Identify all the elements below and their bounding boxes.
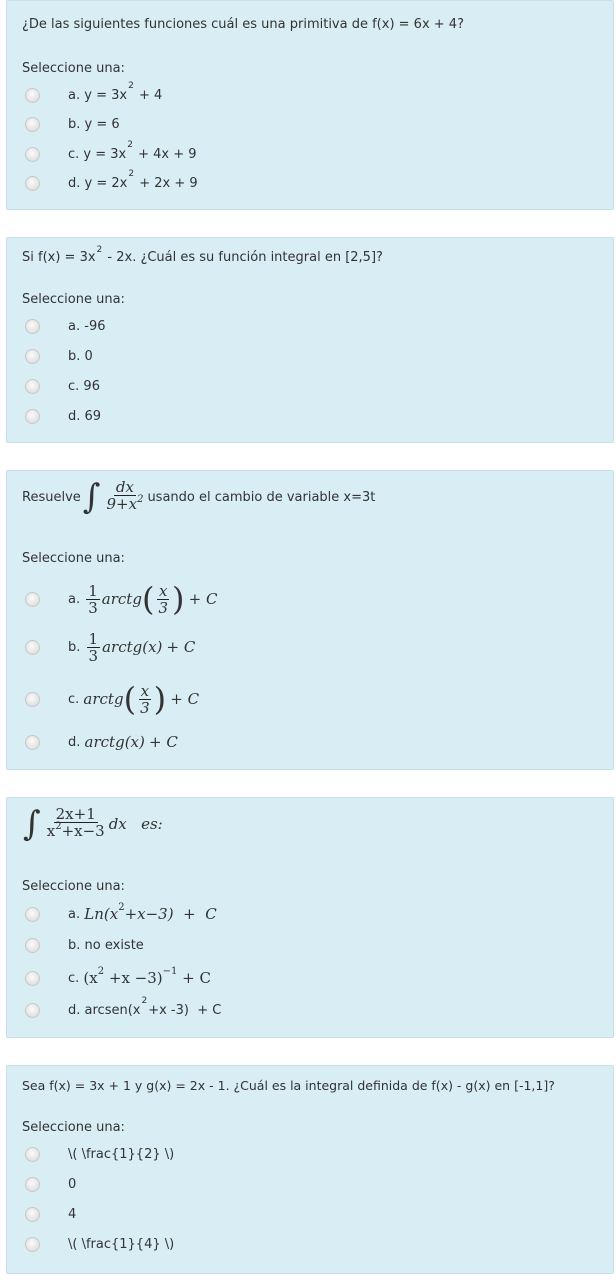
option-1[interactable]: \( \frac{1}{2} \) (25, 1142, 174, 1166)
question-text: Sea f(x) = 3x + 1 y g(x) = 2x - 1. ¿Cuál es la integral definida de f(x) - g(x) en [-1,1]? (22, 1078, 555, 1093)
option-b[interactable]: b. 0 (25, 344, 93, 368)
radio-button[interactable] (25, 319, 40, 334)
radio-button[interactable] (25, 971, 40, 986)
integrand-fraction: $\frac{2x+1}{x^2+x-3}$ (46, 805, 105, 840)
radio-button[interactable] (25, 692, 40, 707)
radio-button[interactable] (25, 349, 40, 364)
select-label: Seleccione una: (22, 292, 125, 307)
question-text: Si $f(x) = 3x^2 - 2x$. ¿Cuál es su función integral en [2,5]? (22, 245, 383, 265)
radio-button[interactable] (25, 176, 40, 191)
option-b[interactable]: b. $\frac{1}{3}$ arctg (x) + C (25, 631, 195, 663)
option-4[interactable]: \( \frac{1}{4} \) (25, 1232, 174, 1256)
radio-button[interactable] (25, 640, 40, 655)
radio-button[interactable] (25, 1177, 40, 1192)
option-a[interactable]: a. y = 3x 2 + 4 (25, 83, 162, 107)
option-c[interactable]: c. arctg ( $\frac{x}{3}$ ) + C (25, 683, 199, 715)
integral-sign: ∫ (23, 804, 41, 844)
option-a[interactable]: a. -96 (25, 314, 105, 338)
integral-sign: ∫ (82, 477, 101, 517)
radio-button[interactable] (25, 1237, 40, 1252)
question-card-4 (6, 797, 614, 1038)
option-d[interactable]: d. y = 2x 2 + 2x + 9 (25, 171, 198, 195)
radio-button[interactable] (25, 117, 40, 132)
question-text: ¿De las siguientes funciones cuál es una primitiva de f(x) = 6x + 4? (22, 17, 464, 32)
radio-button[interactable] (25, 938, 40, 953)
option-3[interactable]: 4 (25, 1202, 76, 1226)
question-card-3 (6, 470, 614, 770)
option-a[interactable]: a. Ln(x 2 +x−3) + C (25, 902, 217, 926)
integrand-fraction: $\frac{dx}{9+x^2}$ (106, 478, 144, 513)
option-c[interactable]: c. (x 2 +x −3) −1 + C (25, 966, 211, 990)
question-card-1 (6, 0, 614, 210)
select-label: Seleccione una: (22, 879, 125, 894)
question-card-5 (6, 1065, 614, 1274)
radio-button[interactable] (25, 409, 40, 424)
option-d[interactable]: d. arcsen(x 2 +x -3) + C (25, 998, 221, 1022)
select-label: Seleccione una: (22, 1120, 125, 1135)
option-d[interactable]: d. arctg (x) + C (25, 730, 178, 754)
option-b[interactable]: b. y = 6 (25, 112, 120, 136)
radio-button[interactable] (25, 592, 40, 607)
option-c[interactable]: c. 96 (25, 374, 100, 398)
question-text: Resuelve ∫ $\frac{dx}{9+x^2}$ usando el cambio de variable x=3t (22, 477, 376, 517)
radio-button[interactable] (25, 379, 40, 394)
question-card-2 (6, 237, 614, 443)
radio-button[interactable] (25, 88, 40, 103)
radio-button[interactable] (25, 1207, 40, 1222)
radio-button[interactable] (25, 735, 40, 750)
question-text: ∫ $\frac{2x+1}{x^2+x-3}$ dx es: (23, 804, 163, 844)
option-c[interactable]: c. y = 3x 2 + 4x + 9 (25, 142, 197, 166)
select-label: Seleccione una: (22, 61, 125, 76)
option-d[interactable]: d. 69 (25, 404, 101, 428)
radio-button[interactable] (25, 1147, 40, 1162)
radio-button[interactable] (25, 1003, 40, 1018)
radio-button[interactable] (25, 907, 40, 922)
radio-button[interactable] (25, 147, 40, 162)
select-label: Seleccione una: (22, 551, 125, 566)
option-b[interactable]: b. no existe (25, 933, 144, 957)
option-a[interactable]: a. $\frac{1}{3}$ arctg ( $\frac{x}{3}$ ) + C (25, 583, 217, 615)
option-2[interactable]: 0 (25, 1172, 76, 1196)
